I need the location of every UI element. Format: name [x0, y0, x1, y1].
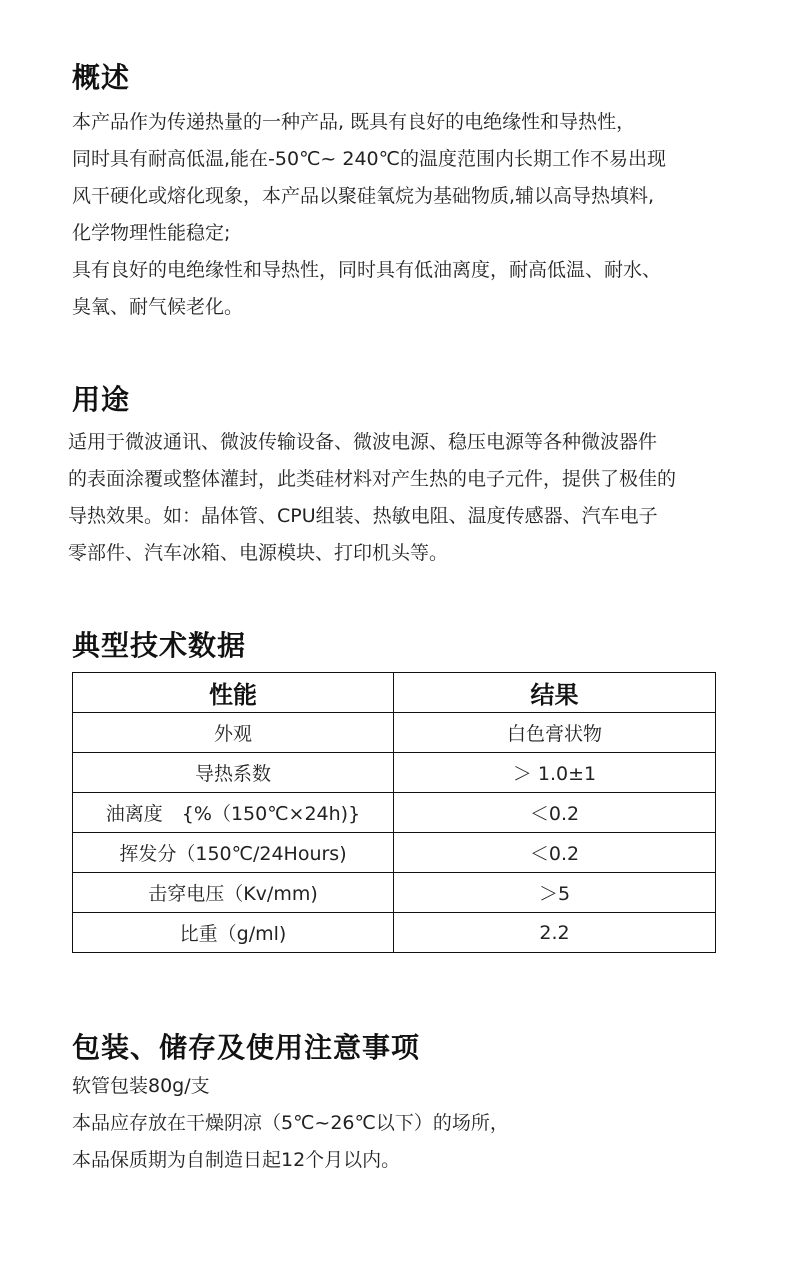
table-row [73, 833, 716, 873]
usage-line: 的表面涂覆或整体灌封，此类硅材料对产生热的电子元件，提供了极佳的 [68, 468, 677, 490]
result-cell: 白色膏状物 [394, 713, 716, 753]
property-cell: 挥发分（150℃/24Hours) [73, 833, 394, 873]
spec-table [72, 672, 716, 953]
overview-heading: 概述 [72, 61, 131, 94]
overview-line: 臭氧、耐气候老化。 [72, 296, 244, 318]
property-cell: 击穿电压（Kv/mm) [73, 873, 394, 913]
packaging-heading: 包装、储存及使用注意事项 [72, 1031, 421, 1064]
usage-line: 适用于微波通讯、微波传输设备、微波电源、稳压电源等各种微波器件 [68, 431, 658, 453]
spec-header-row [73, 673, 716, 713]
packaging-line: 本品保质期为自制造日起12个月以内。 [72, 1149, 401, 1171]
usage-paragraph [68, 424, 676, 572]
result-cell: ＜0.2 [394, 793, 716, 833]
result-cell: ＞ 1.0±1 [394, 753, 716, 793]
result-cell: ＜0.2 [394, 833, 716, 873]
spec-heading: 典型技术数据 [72, 629, 247, 662]
overview-paragraph [72, 104, 666, 326]
table-row [73, 793, 716, 833]
usage-line: 零部件、汽车冰箱、电源模块、打印机头等。 [68, 542, 449, 564]
result-cell: ＞5 [394, 873, 716, 913]
property-cell: 油离度 {%（150℃×24h)} [73, 793, 394, 833]
property-cell: 导热系数 [73, 753, 394, 793]
overview-line: 化学物理性能稳定; [72, 222, 231, 244]
overview-line: 本产品作为传递热量的一种产品, 既具有良好的电绝缘性和导热性， [72, 111, 636, 133]
packaging-line: 本品应存放在干燥阴凉（5℃~26℃以下）的场所， [72, 1112, 509, 1134]
usage-heading: 用途 [72, 383, 131, 416]
table-row [73, 913, 716, 953]
overview-line: 同时具有耐高低温,能在-50℃~ 240℃的温度范围内长期工作不易出现 [72, 148, 666, 170]
packaging-paragraph [72, 1068, 509, 1179]
property-cell: 比重（g/ml) [73, 913, 394, 953]
usage-line: 导热效果。如：晶体管、CPU组装、热敏电阻、温度传感器、汽车电子 [68, 505, 658, 527]
overview-line: 具有良好的电绝缘性和导热性，同时具有低油离度，耐高低温、耐水、 [72, 259, 662, 281]
overview-line: 风干硬化或熔化现象，本产品以聚硅氧烷为基础物质,辅以高导热填料, [72, 185, 655, 207]
table-row [73, 753, 716, 793]
property-cell: 外观 [73, 713, 394, 753]
spec-header-property: 性能 [73, 673, 394, 713]
result-cell: 2.2 [394, 913, 716, 953]
packaging-line: 软管包装80g/支 [72, 1075, 210, 1097]
spec-header-result: 结果 [394, 673, 716, 713]
table-row [73, 873, 716, 913]
table-row [73, 713, 716, 753]
